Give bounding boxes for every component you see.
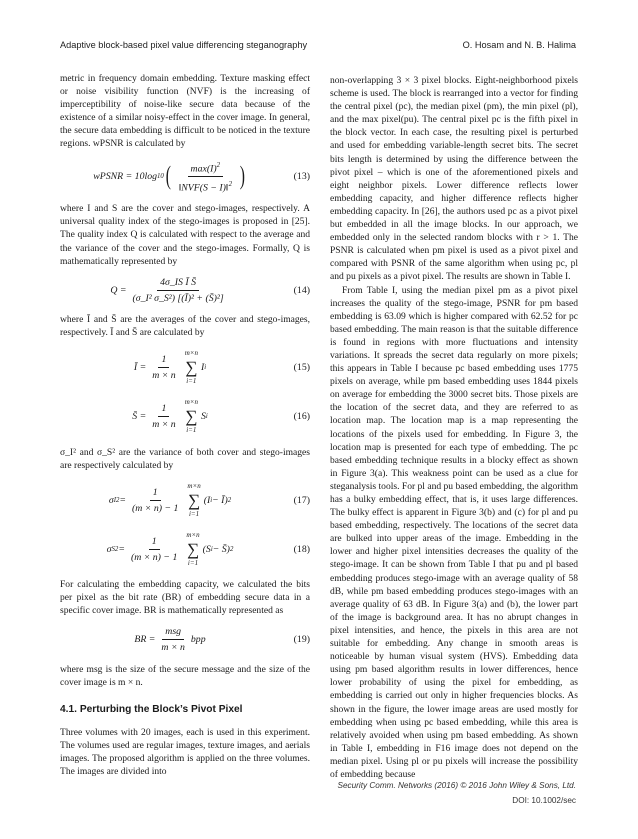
- paragraph-averages: where Ī and S̄ are the averages of the cover and stego-images, respectively. Ī and S̄ are calculated by: [60, 313, 310, 339]
- paragraph-variance: σ_I² and σ_S² are the variance of both cover and stego-images are respectively calculated by: [60, 446, 310, 471]
- footer-journal: Security Comm. Networks (2016) © 2016 John Wiley & Sons, Ltd.: [337, 781, 576, 790]
- equation-14: [60, 276, 310, 305]
- eq13-lhs-sub: 10: [157, 172, 164, 180]
- equation-16: S̄ = $\frac{1}{m \times n}$ m×n ∑ i=1 S i (16): [60, 396, 310, 437]
- equation-15: Ī = $\frac{1}{m \times n}$ m×n ∑ i=1 I i (15): [60, 347, 310, 388]
- equation-19: BR = $\frac{\text{msg}}{m \times n}$ bpp (19): [134, 626, 310, 654]
- equation-17: σ I 2 = $\frac{1}{(m \times n) - 1}$ m×n ∑ i=1 (I i − Ī) 2 (17): [60, 480, 310, 521]
- summation-symbol: m×n ∑ i=1: [187, 481, 201, 518]
- eq18-number: (18): [293, 543, 310, 555]
- footer-doi: DOI: 10.1002/sec: [512, 796, 576, 805]
- equation-13: wPSNR = 10log 10 ( $\frac{\max(I)^2}{‖NVF(S - I)‖^2}$ ) (13): [60, 159, 310, 195]
- eq14-denominator: (σ_I² σ_S²) [(Ī)² + (S̄)²]: [132, 292, 224, 304]
- eq19-number: (19): [293, 634, 310, 646]
- equation-18: σ S 2 = $\frac{1}{(m \times n) - 1}$ m×n ∑ i=1 (S i − S̄) 2 (18): [60, 529, 310, 570]
- paragraph-bit-rate: For calculating the embedding capacity, we calculated the bits per pixel as the bit rate (BR) of embedding secure data in a specific cover image. BR is mathematically represented as: [60, 579, 310, 617]
- eq14-numerator: 4σ_IS Ī S̄: [157, 276, 199, 291]
- eq14-number: (14): [293, 284, 310, 296]
- eq13-denominator: ‖NVF(S − I)‖: [178, 182, 229, 194]
- paragraph-msg-size: where msg is the size of the secure message and the size of the cover image is m × n.: [60, 663, 310, 688]
- paragraph-block-scheme: non-overlapping 3 × 3 pixel blocks. Eight-neighborhood pixels scheme is used. The block is rearranged into a vector for finding the central pixel (pc), the median pixel (pm), the min pixel (pl), and the max pixel(pu). The central pixel pc is the fifth pixel in the block vector. In each case, the resulting pixel is perturbed and used for embedding variable-length secret bits. The secret bits length is determined by using the difference between the pivot pixel – which is one of the aforementioned pixels and eight neighbor pixels. Lower difference reflects lower embedding capacity, and higher difference reflects higher embedding capacity. In [26], the authors used pc as a pivot pixel but embedded in all the image blocks. In our approach, we embedded only in the selected random blocks with r > 1. The PSNR is calculated when pm pixel is used as a pivot pixel and compared with PSNR of the same algorithm when using pc, pl and pu pixels as a pivot pixel. The results are shown in Table I.: [330, 75, 578, 283]
- summation-symbol: m×n ∑ i=1: [184, 349, 198, 386]
- right-column: [330, 74, 578, 781]
- summation-symbol: m×n ∑ i=1: [186, 530, 200, 567]
- paragraph-table-analysis: From Table I, using the median pixel pm as a pivot pixel increases the quality of the stego-image, PSNR for pm based embedding is 63.09 which is higher compared with 62.52 for pc based embedding. The main reason is that the suitable difference is found in regions with more fluctuations and intensity variations. It spreads the secret data regularly on more pixels; this appears in Table I because pc based embedding uses 1775 pixels on average, while pm based embedding uses 1844 pixels on average for embedding the 3000 secret bits. Those pixels are the location of the secret data, and they are referred to as location map. The location map is a map representing the locations of the pixels used for embedding. In Figure 3, the location map is presented for each type of embedding. The pc based embedding technique results in a blocky effect as shown in Figure 3(a). This weakness point can be used as a clue for steganalysis tools. For pl and pu based embedding, the algorithm has a bulky embedding effect, that is, it uses large differences. The bulky effect is apparent in Figure 3(b) and (c) for pl and pu based embedding, respectively. The locations of the secret data are bulked into upper areas of the image. Embedding in the lower and higher pixel intensities decreases the quality of the stego-image. It can be shown from Table I that pu and pl based embedding produces stego-image with an average quality of 58 dB, while pm based embedding produces stego-images with an average quality of 63 dB. In Figure 3(a) and (b), the lower part of the image is background area. It has no abrupt changes in pixel intensities, and hence, the pixels in this area are not suitable for embedding. Any change in smooth areas is noticeable by human visual system (HVS). Embedding data using pm based algorithm results in lower differences, hence lower probability of using the pixel for embedding, as embedding is carried out only in higher frequencies blocks. As shown in the figure, the lower image areas are used mostly for embedding when using pc based embedding, while this area is relatively avoided when using pm based embedding. As shown in Table I, embedding in F16 image does not depend on the median pixel. Using pl or pu pixels will increase the possibility of embedding because: [330, 284, 578, 780]
- running-header-authors: O. Hosam and N. B. Halima: [462, 40, 576, 50]
- summation-symbol: m×n ∑ i=1: [184, 398, 198, 435]
- paragraph-quality-index: where I and S are the cover and stego-images, respectively. A universal quality index of the stego-images is proposed in [25]. The quality index Q is calculated with respect to the average and the variance of the cover and the stego-images. Formally, Q is mathematically represented by: [60, 203, 310, 267]
- eq14-lhs: Q =: [110, 284, 127, 296]
- eq16-number: (16): [293, 411, 310, 423]
- section-heading: 4.1. Perturbing the Block’s Pivot Pixel: [60, 703, 243, 715]
- eq13-number: (13): [293, 170, 310, 182]
- eq13-lhs: wPSNR = 10log: [93, 170, 157, 182]
- paragraph-nvf: metric in frequency domain embedding. Texture masking effect or noise visibility function (NVF) is the increasing of imperceptibility of noise-like secure data because of the existence of a similar noisy-effect in the cover image. In general, the secure data embedding is difficult to be noticed in the texture regions. wPSNR is calculated by: [60, 73, 310, 150]
- running-header-title: Adaptive block-based pixel value differencing steganography: [60, 40, 308, 50]
- eq13-numerator: max(I): [190, 162, 217, 174]
- paragraph-volumes: Three volumes with 20 images, each is used in this experiment. The volumes used are regular images, texture images, and aerials images. The proposed algorithm is applied on the three volumes. The images are divided into: [60, 726, 310, 778]
- eq15-number: (15): [293, 362, 310, 374]
- left-column: [60, 72, 310, 778]
- eq17-number: (17): [293, 494, 310, 506]
